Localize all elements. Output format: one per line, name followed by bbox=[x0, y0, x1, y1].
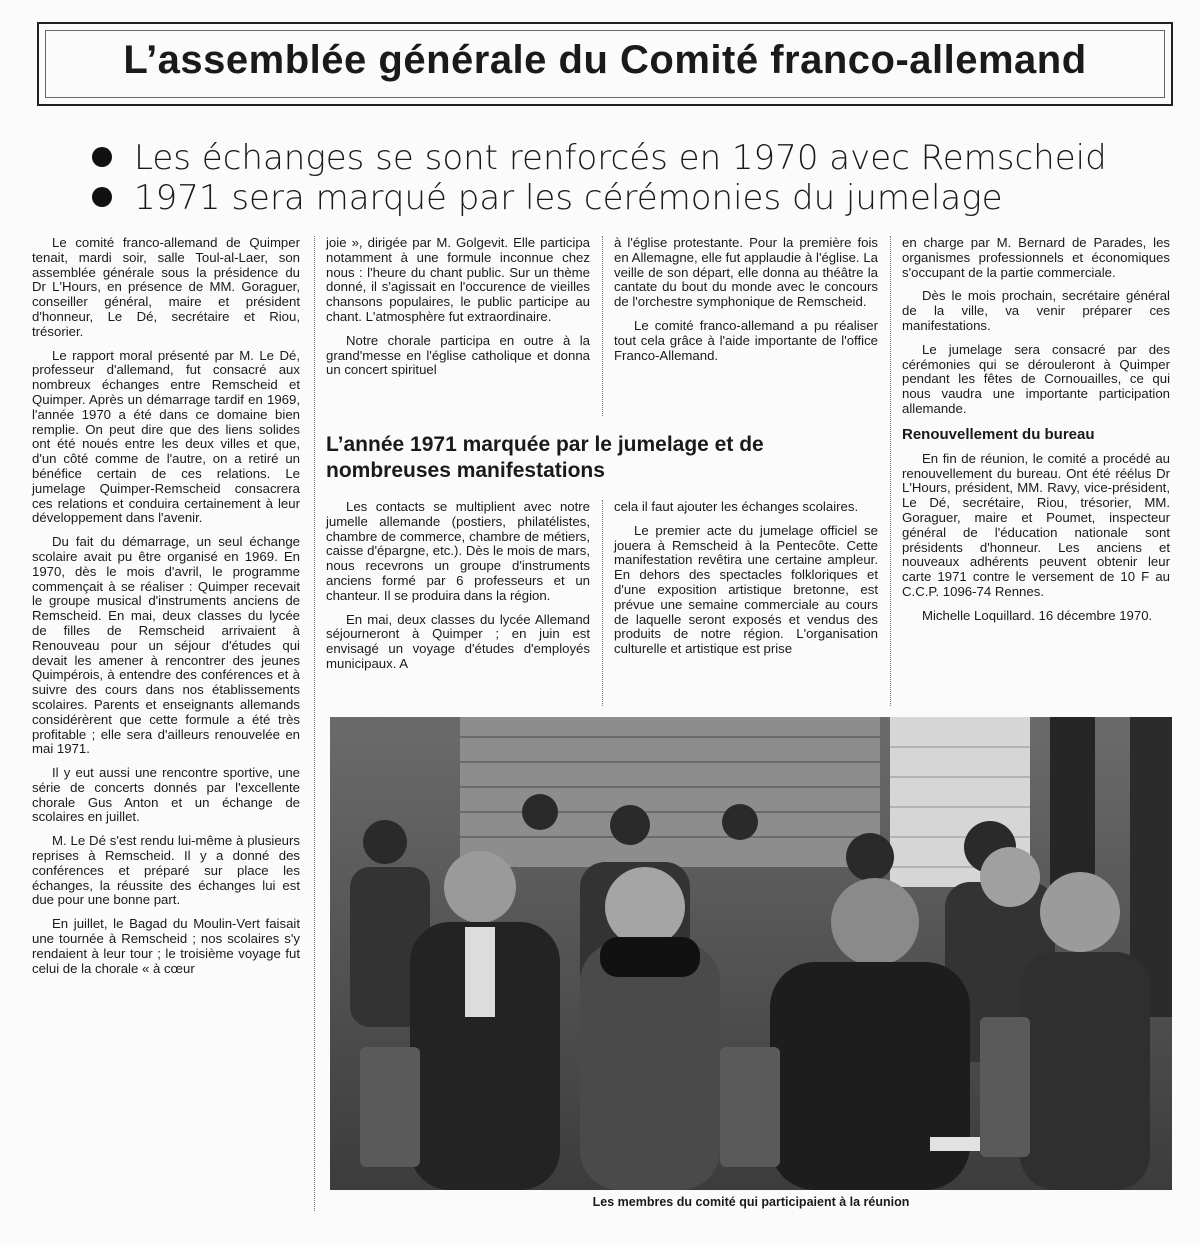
column-3-top bbox=[614, 236, 878, 372]
paragraph: Le comité franco-allemand de Quimper tenait, mardi soir, salle Toul-al-Laer, son assemblée générale sous la présidence du Dr L'Hours, en présence de MM. Goraguer, conseiller général, maire et président d'honneur, Le Dé, secrétaire et Riou, trésorier. bbox=[32, 235, 300, 339]
paragraph: Du fait du démarrage, un seul échange scolaire avait pu être organisé en 1969. En 1970, dès le mois d'avril, le programme commençait à se réaliser : Quimper recevait le groupe musical d'instruments anciens de Remscheid. En mai, deux classes du lycée de filles de Remscheid arrivaient à Renouveau pour un séjour d'études qui devait les amener à rencontrer des jeunes Quimpérois, à entendre des conférences et à suivre des cours dans nos établissements scolaires. Parents et enseignants allemands considérèrent que cette formule a été très profitable ; elle sera d'ailleurs renouvelée en mai 1971. bbox=[32, 534, 300, 757]
paragraph: Le rapport moral présenté par M. Le Dé, professeur d'allemand, fut consacré aux nombreux échanges entre Remscheid et Quimper. Après un démarrage tardif en 1969, l'année 1970 a été dans ce domaine bien remplie. On peut dire que des liens solides ont été noués entre les deux villes et que, d'un côté comme de l'autre, on a retiré un bénéfice certain de ces relations. Le jumelage Quimper-Remscheid consacrera ces relations et conduira certainement à leur développement dans l'avenir. bbox=[32, 347, 300, 526]
column-3-bottom bbox=[614, 500, 878, 666]
column-2-bottom bbox=[326, 500, 590, 681]
paragraph: En fin de réunion, le comité a procédé au renouvellement du bureau. Ont été réélus Dr L'Hours, président, MM. Ravy, vice-président, Le Dé, secrétaire, Riou, trésorier, MM. Goraguer, maire et Poumet, inspecteur général de l'éducation nationale sont présidents d'honneur. Les anciens et nouveaux adhérents peuvent obtenir leur carte 1971 contre le versement de 10 F au C.C.P. 1096-74 Rennes. bbox=[902, 450, 1170, 599]
bullet-icon bbox=[92, 187, 112, 207]
meeting-photo-image bbox=[330, 717, 1172, 1190]
paragraph: cela il faut ajouter les échanges scolaires. bbox=[614, 499, 859, 514]
paragraph: Les contacts se multiplient avec notre jumelle allemande (postiers, philatélistes, chambre de commerce, chambre de métiers, caisse d'épargne, etc.). Dès le mois de mars, nous recevrons un groupe d'instruments anciens formé par 6 professeurs et un chanteur. Il se produira dans la région. bbox=[326, 499, 590, 603]
subhead-bureau: Renouvellement du bureau bbox=[902, 425, 1095, 443]
subhead-1971: L’année 1971 marquée par le jumelage et de nombreuses manifestations bbox=[326, 433, 764, 482]
paragraph: Notre chorale participa en outre à la grand'messe en l'église catholique et donna un concert spirituel bbox=[326, 332, 590, 378]
paragraph: M. Le Dé s'est rendu lui-même à plusieurs reprises à Remscheid. Il y a donné des conférences et préparé sur place les échanges, la réussite des échanges lui est due pour une bonne part. bbox=[32, 833, 300, 908]
paragraph: Le premier acte du jumelage officiel se jouera à Remscheid à la Pentecôte. Cette manifestation revêtira une certaine ampleur. En dehors des spectacles folkloriques et d'une exposition artistique bretonne, est prévue une semaine commerciale au cours de laquelle seront exposés et vendus des produits de notre région. L'organisation culturelle et artistique est prise bbox=[614, 522, 878, 657]
paragraph: joie », dirigée par M. Golgevit. Elle participa notamment à une formule inconnue chez nous : l'heure du chant public. Sur un thème donné, il s'agissait en l'occurence de vieilles chansons populaires, le public participe au chant. L'atmosphère fut extraordinaire. bbox=[326, 235, 590, 324]
paragraph: En mai, deux classes du lycée Allemand séjourneront à Quimper ; en juin est envisagé un voyage d'études d'employés municipaux. A bbox=[326, 611, 590, 671]
headline: L’assemblée générale du Comité franco-allemand bbox=[123, 38, 1087, 82]
paragraph: Il y eut aussi une rencontre sportive, une série de concerts donnés par l'excellente chorale Gus Anton et un échange de scolaires en juillet. bbox=[32, 765, 300, 825]
column-4 bbox=[902, 236, 1170, 633]
paragraph: à l'église protestante. Pour la première fois en Allemagne, elle fut applaudie à l'église. La veille de son départ, elle donna au théâtre la cantate du bout du monde avec le concours de l'orchestre symphonique de Remscheid. bbox=[614, 235, 878, 310]
paragraph: Dès le mois prochain, secrétaire général de la ville, va venir préparer ces manifestations. bbox=[902, 288, 1170, 333]
photo-caption: Les membres du comité qui participaient à la réunion bbox=[592, 1195, 910, 1209]
column-2-top bbox=[326, 236, 590, 387]
paragraph: Le comité franco-allemand a pu réaliser tout cela grâce à l'aide importante de l'office Franco-Allemand. bbox=[614, 317, 878, 363]
column-rule bbox=[890, 236, 891, 706]
column-1 bbox=[32, 236, 300, 985]
column-rule bbox=[602, 500, 603, 706]
deck-text-2: 1971 sera marqué par les cérémonies du jumelage bbox=[134, 178, 1003, 218]
paragraph: Le jumelage sera consacré par des cérémonies qui se dérouleront à Quimper pendant les fêtes de Cornouailles, ce qui nous vaudra une importante participation allemande. bbox=[902, 341, 1170, 416]
deck-line-1 bbox=[92, 138, 1152, 178]
deck-line-2 bbox=[92, 178, 1152, 218]
headline-frame bbox=[37, 22, 1173, 106]
column-rule bbox=[314, 236, 315, 1211]
paragraph: en charge par M. Bernard de Parades, les organismes professionnels et économiques s'occupant de la partie commerciale. bbox=[902, 235, 1170, 280]
paragraph: En juillet, le Bagad du Moulin-Vert faisait une tournée à Remscheid ; nos scolaires s'y rendaient à leur tour ; le troisième voyage fut celui de la chorale « à cœur bbox=[32, 916, 300, 976]
bullet-icon bbox=[92, 147, 112, 167]
column-rule bbox=[602, 236, 603, 416]
meeting-photo bbox=[330, 717, 1172, 1190]
deck-text-1: Les échanges se sont renforcés en 1970 avec Remscheid bbox=[134, 138, 1107, 178]
paragraph: Michelle Loquillard. 16 décembre 1970. bbox=[922, 607, 1153, 623]
